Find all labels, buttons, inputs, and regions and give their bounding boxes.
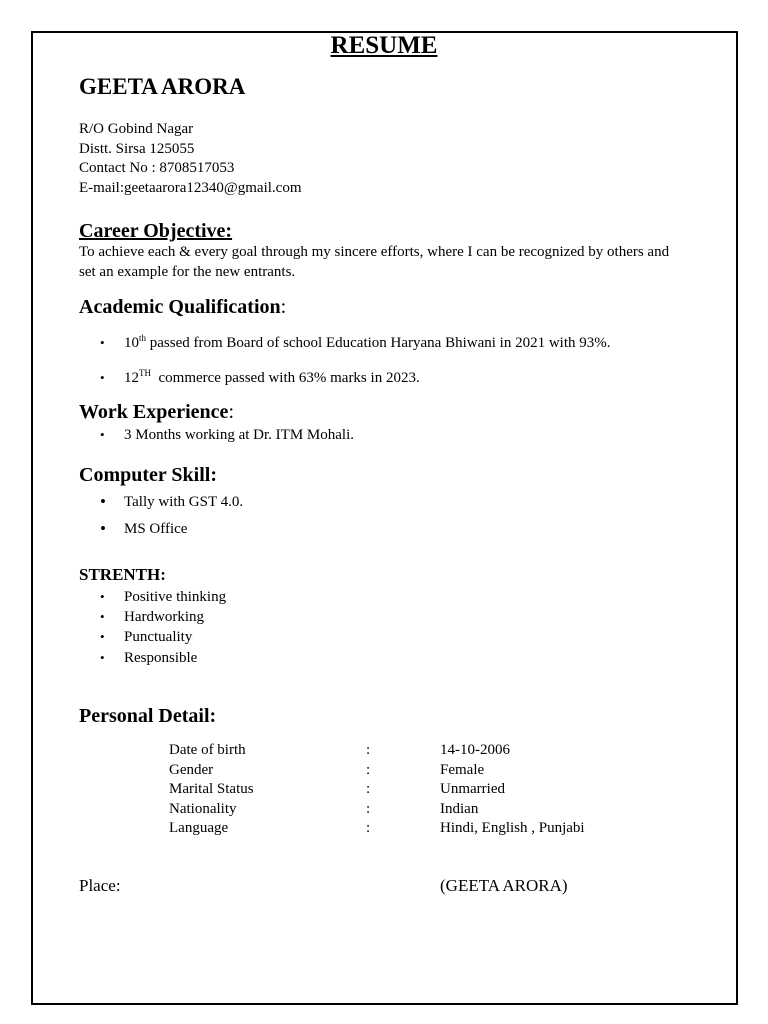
nationality-label: Nationality	[169, 800, 237, 817]
phone-line: Contact No : 8708517053	[79, 160, 235, 176]
bullet-icon: •	[100, 370, 105, 385]
separator: :	[366, 781, 371, 798]
bullet-icon: •	[100, 650, 105, 665]
strength-text: Responsible	[124, 650, 198, 666]
gender-value: Female	[440, 761, 485, 778]
qualification-text: commerce passed with 63% marks in 2023.	[151, 370, 420, 386]
separator: :	[366, 761, 371, 778]
qualification-class: 10	[124, 335, 139, 351]
candidate-name: GEETA ARORA	[79, 74, 246, 99]
bullet-icon: •	[100, 492, 106, 511]
list-item	[100, 519, 187, 539]
bullet-icon: •	[100, 589, 105, 604]
work-experience-heading	[79, 400, 234, 424]
work-item-text: 3 Months working at Dr. ITM Mohali.	[124, 427, 354, 443]
email-line: E-mail:geetaarora12340@gmail.com	[79, 179, 302, 196]
language-label: Language	[169, 820, 229, 837]
separator: :	[366, 742, 371, 758]
personal-detail-values	[440, 741, 585, 839]
marital-status-label: Marital Status	[169, 781, 254, 798]
bullet-icon: •	[100, 629, 105, 644]
bullet-icon: •	[100, 427, 105, 442]
list-item	[100, 333, 611, 353]
gender-label: Gender	[169, 761, 214, 778]
academic-heading	[79, 295, 286, 319]
bullet-icon: •	[100, 609, 105, 624]
skill-text: MS Office	[124, 521, 188, 537]
list-item	[100, 587, 226, 607]
separator: :	[366, 800, 371, 817]
list-item	[100, 627, 192, 647]
qualification-text: passed from Board of school Education Haryana Bhiwani in 2021 with 93%.	[146, 335, 611, 351]
strength-text: Hardworking	[124, 609, 204, 625]
personal-detail-heading: Personal Detail:	[79, 705, 217, 727]
skill-text: Tally with GST 4.0.	[124, 494, 244, 510]
strength-heading: STRENTH:	[79, 565, 166, 584]
list-item	[100, 607, 204, 627]
separator: :	[366, 820, 371, 837]
strength-text: Positive thinking	[124, 589, 227, 605]
qualification-suffix: TH	[139, 368, 151, 378]
bullet-icon: •	[100, 335, 105, 350]
list-item	[100, 492, 243, 512]
address-line: R/O Gobind Nagar	[79, 121, 194, 137]
personal-detail-separators	[366, 741, 370, 839]
dob-label: Date of birth	[169, 742, 246, 758]
qualification-suffix: th	[139, 333, 147, 343]
strength-text: Punctuality	[124, 629, 193, 645]
career-objective-text: To achieve each & every goal through my sincere efforts, where I can be recognized by others and set an example for the new entrants.	[79, 244, 670, 280]
district-line: Distt. Sirsa 125055	[79, 140, 195, 157]
qualification-class: 12	[124, 370, 139, 386]
language-value: Hindi, English , Punjabi	[440, 820, 585, 837]
computer-skill-heading: Computer Skill:	[79, 464, 217, 486]
dob-value: 14-10-2006	[440, 742, 510, 758]
career-objective-heading: Career Objective:	[79, 220, 233, 242]
nationality-value: Indian	[440, 800, 479, 817]
work-experience-label: Work Experience	[79, 401, 229, 423]
marital-status-value: Unmarried	[440, 781, 505, 798]
work-experience-colon: :	[228, 401, 234, 423]
list-item	[100, 368, 420, 388]
personal-detail-labels	[169, 741, 254, 839]
academic-heading-label: Academic Qualification	[79, 296, 281, 318]
place-label: Place:	[79, 876, 121, 895]
list-item	[100, 648, 197, 668]
contact-block	[79, 120, 301, 198]
academic-heading-colon: :	[280, 296, 287, 318]
list-item	[100, 425, 354, 445]
bullet-icon: •	[100, 519, 106, 538]
document-title: RESUME	[330, 32, 438, 59]
signature-name: (GEETA ARORA)	[440, 876, 568, 895]
